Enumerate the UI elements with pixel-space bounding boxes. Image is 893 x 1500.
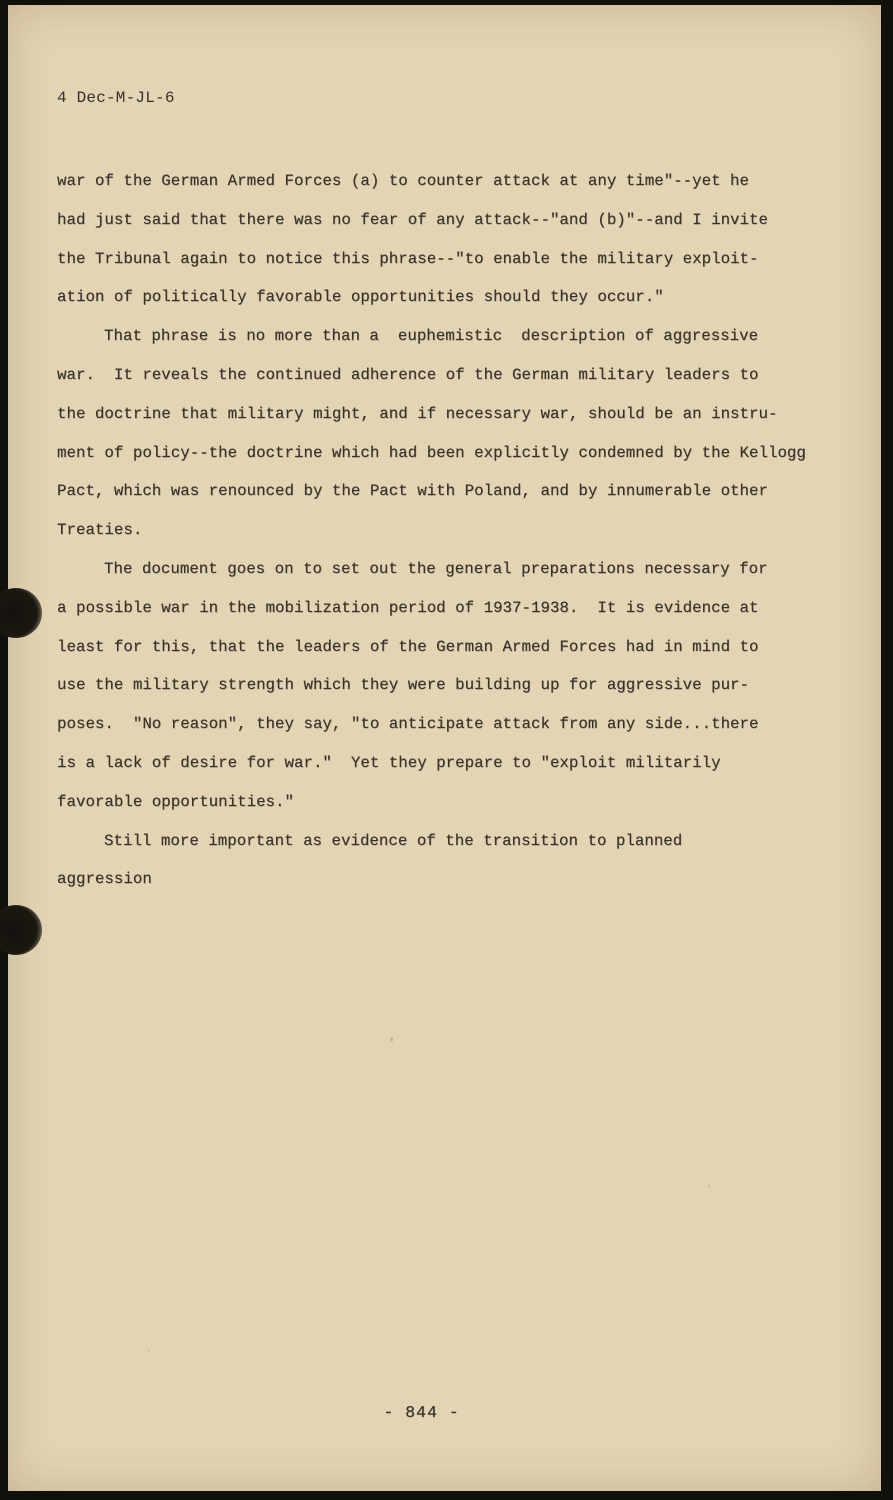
text-line: the Tribunal again to notice this phrase--"to enable the military exploit- xyxy=(57,249,759,268)
text-line: the doctrine that military might, and if necessary war, should be an instru- xyxy=(57,404,778,423)
text-lines xyxy=(57,162,861,899)
text-line: poses. "No reason", they say, "to anticipate attack from any side...there xyxy=(57,715,759,734)
binder-punch-hole-icon xyxy=(0,588,42,638)
paper-speck xyxy=(148,1350,150,1352)
text-line: The document goes on to set out the general preparations necessary for xyxy=(104,559,768,578)
text-line: use the military strength which they were building up for aggressive pur- xyxy=(57,676,750,695)
text-line: That phrase is no more than a euphemistic description of aggressive xyxy=(104,327,759,346)
paper-speck xyxy=(390,1037,393,1042)
text-line: war of the German Armed Forces (a) to counter attack at any time"--yet he xyxy=(57,172,750,190)
text-line: a possible war in the mobilization period of 1937-1938. It is evidence at xyxy=(57,598,759,617)
document-page xyxy=(8,5,881,1491)
page-header-reference: 4 Dec-M-JL-6 xyxy=(57,89,175,107)
paper-speck xyxy=(708,1185,710,1188)
text-line: ation of politically favorable opportunities should they occur." xyxy=(57,288,664,307)
text-line: Treaties. xyxy=(57,521,143,540)
text-line: Pact, which was renounced by the Pact with Poland, and by innumerable other xyxy=(57,482,768,501)
text-line: ment of policy--the doctrine which had been explicitly condemned by the Kellogg xyxy=(57,443,806,462)
page-number: - 844 - xyxy=(383,1403,460,1422)
text-line: war. It reveals the continued adherence of the German military leaders to xyxy=(57,365,759,384)
text-line: had just said that there was no fear of any attack--"and (b)"--and I invite xyxy=(57,210,768,229)
text-line: is a lack of desire for war." Yet they prepare to "exploit militarily xyxy=(57,753,721,772)
text-line: least for this, that the leaders of the German Armed Forces had in mind to xyxy=(57,637,759,656)
text-line: aggression xyxy=(57,870,152,889)
text-line: favorable opportunities." xyxy=(57,792,294,811)
binder-punch-hole-icon xyxy=(0,905,42,955)
text-line: Still more important as evidence of the transition to planned xyxy=(104,831,683,850)
